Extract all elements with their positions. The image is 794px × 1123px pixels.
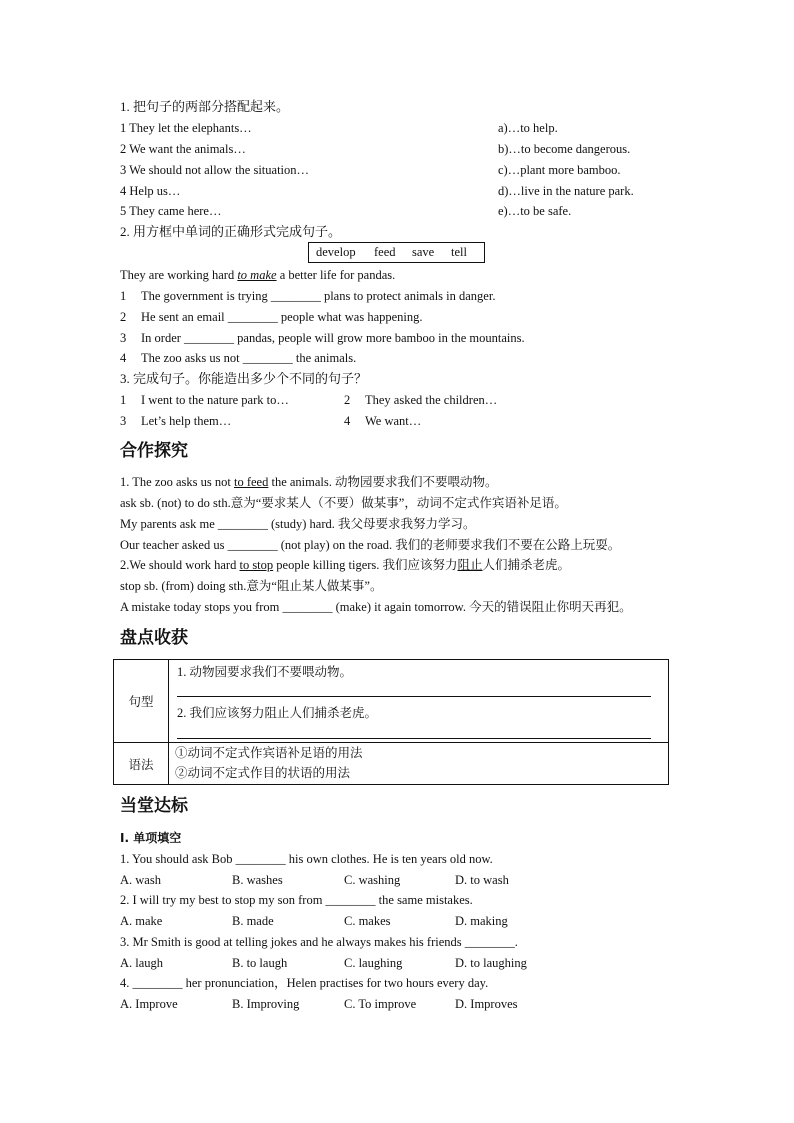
summary-sentence-1: 1. 动物园要求我们不要喂动物。 — [177, 665, 353, 679]
question-stem: 4. ________ her pronunciation，Helen practises for two hours every day. — [120, 976, 489, 990]
match-left-3: 3 We should not allow the situation… — [120, 163, 310, 177]
option-c: C. makes — [344, 914, 391, 928]
q2-item-text: The zoo asks us not ________ the animals. — [141, 351, 357, 365]
hezuo-line-1: 1. The zoo asks us not to feed the animals. 动物园要求我们不要喂动物。 — [120, 475, 498, 489]
q2-example: They are working hard to make a better life for pandas. — [120, 268, 396, 282]
match-right-a: a)…to help. — [498, 121, 558, 135]
question-stem: 2. I will try my best to stop my son from ________ the same mistakes. — [120, 893, 473, 907]
q3-item-text: They asked the children… — [365, 393, 498, 407]
option-a: A. Improve — [120, 997, 178, 1011]
q3-item-num: 3 — [120, 414, 127, 428]
q2-item-text: The government is trying ________ plans to protect animals in danger. — [141, 289, 496, 303]
underlined-phrase: to feed — [234, 475, 269, 489]
option-b: B. Improving — [232, 997, 300, 1011]
q1-heading: 1. 把句子的两部分搭配起来。 — [120, 99, 290, 114]
hezuo-line-3: My parents ask me ________ (study) hard. 我父母要求我努力学习。 — [120, 517, 476, 531]
option-b: B. made — [232, 914, 274, 928]
match-left-1: 1 They let the elephants… — [120, 121, 252, 135]
summary-table — [113, 659, 669, 785]
section-label-single-choice: Ⅰ. 单项填空 — [120, 831, 182, 845]
option-d: D. to wash — [455, 873, 509, 887]
match-right-b: b)…to become dangerous. — [498, 142, 631, 156]
q3-item-text: I went to the nature park to… — [141, 393, 289, 407]
section-title-pandian: 盘点收获 — [120, 628, 188, 648]
match-left-2: 2 We want the animals… — [120, 142, 246, 156]
word-box-word: save — [412, 245, 435, 259]
option-c: C. laughing — [344, 956, 403, 970]
question-stem: 1. You should ask Bob ________ his own clothes. He is ten years old now. — [120, 852, 493, 866]
q3-item-num: 1 — [120, 393, 127, 407]
word-box-word: tell — [451, 245, 467, 259]
hezuo-line-5: 2.We should work hard to stop people killing tigers. 我们应该努力阻止人们捕杀老虎。 — [120, 558, 571, 572]
grammar-point-2: ②动词不定式作目的状语的用法 — [175, 766, 351, 780]
summary-cell-sentences — [169, 660, 669, 743]
summary-label-yufa: 语法 — [114, 743, 169, 785]
q2-item-num: 2 — [120, 310, 127, 324]
grammar-point-1: ①动词不定式作宾语补足语的用法 — [175, 746, 363, 760]
question-stem: 3. Mr Smith is good at telling jokes and he always makes his friends ________. — [120, 935, 518, 949]
summary-label-juxing: 句型 — [114, 660, 169, 743]
q3-item-text: We want… — [365, 414, 422, 428]
q3-heading: 3. 完成句子。你能造出多少个不同的句子？ — [120, 371, 368, 386]
answer-line — [177, 696, 651, 697]
match-right-e: e)…to be safe. — [498, 204, 572, 218]
option-c: C. washing — [344, 873, 401, 887]
match-left-5: 5 They came here… — [120, 204, 222, 218]
q3-item-text: Let’s help them… — [141, 414, 232, 428]
word-box-word: feed — [374, 245, 396, 259]
summary-cell-grammar — [169, 743, 669, 785]
answer-line — [177, 738, 651, 739]
option-d: D. to laughing — [455, 956, 527, 970]
word-box-word: develop — [316, 245, 356, 259]
option-c: C. To improve — [344, 997, 417, 1011]
q2-item-text: He sent an email ________ people what was happening. — [141, 310, 423, 324]
option-a: A. make — [120, 914, 163, 928]
match-right-d: d)…live in the nature park. — [498, 184, 634, 198]
q2-item-num: 4 — [120, 351, 127, 365]
hezuo-line-2: ask sb. (not) to do sth.意为“要求某人（不要）做某事”，动词不定式作宾语补足语。 — [120, 496, 567, 510]
q2-item-num: 1 — [120, 289, 127, 303]
q2-item-num: 3 — [120, 331, 127, 345]
underlined-phrase: to stop — [239, 558, 274, 572]
word-box — [308, 242, 485, 263]
q3-item-num: 4 — [344, 414, 351, 428]
option-a: A. wash — [120, 873, 161, 887]
underlined-phrase: 阻止 — [457, 558, 483, 572]
hezuo-line-7: A mistake today stops you from ________ (make) it again tomorrow. 今天的错误阻止你明天再犯。 — [120, 600, 632, 614]
section-title-hezuo: 合作探究 — [120, 441, 188, 461]
hezuo-line-4: Our teacher asked us ________ (not play) on the road. 我们的老师要求我们不要在公路上玩耍。 — [120, 538, 621, 552]
hezuo-line-6: stop sb. (from) doing sth.意为“阻止某人做某事”。 — [120, 579, 383, 593]
example-answer: to make — [237, 268, 277, 282]
match-right-c: c)…plant more bamboo. — [498, 163, 621, 177]
option-d: D. Improves — [455, 997, 518, 1011]
option-d: D. making — [455, 914, 508, 928]
q3-item-num: 2 — [344, 393, 351, 407]
option-b: B. washes — [232, 873, 283, 887]
section-title-dangtang: 当堂达标 — [120, 796, 188, 816]
q2-heading: 2. 用方框中单词的正确形式完成句子。 — [120, 224, 342, 239]
q2-item-text: In order ________ pandas, people will grow more bamboo in the mountains. — [141, 331, 525, 345]
match-left-4: 4 Help us… — [120, 184, 181, 198]
summary-sentence-2: 2. 我们应该努力阻止人们捕杀老虎。 — [177, 706, 378, 720]
option-b: B. to laugh — [232, 956, 288, 970]
option-a: A. laugh — [120, 956, 164, 970]
